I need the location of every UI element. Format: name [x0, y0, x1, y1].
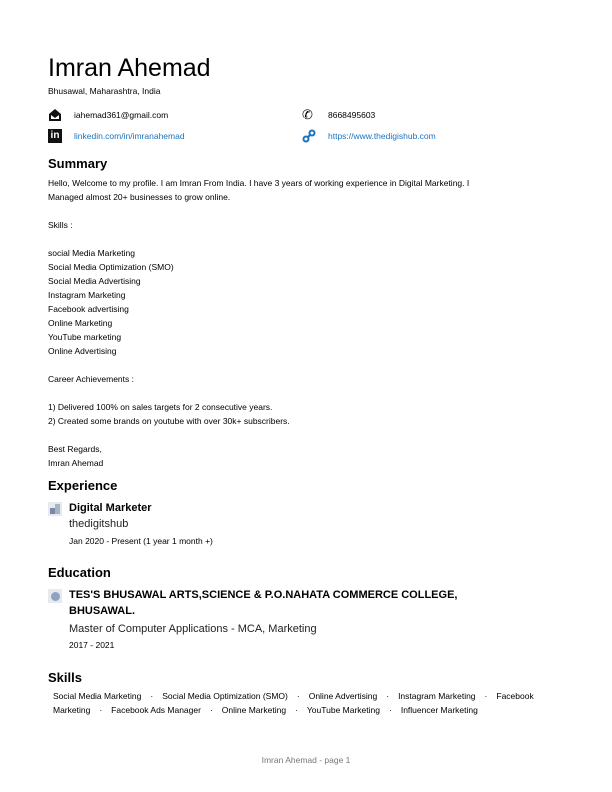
summary-line: Instagram Marketing [48, 290, 126, 300]
summary-line: YouTube marketing [48, 332, 122, 342]
school-name-line2: BHUSAWAL. [69, 605, 135, 617]
skill-item: Social Media Marketing [53, 691, 142, 701]
phone-contact [302, 108, 375, 122]
summary-heading: Summary [48, 156, 108, 171]
website-contact [302, 129, 436, 143]
skill-item: Influencer Marketing [400, 705, 478, 715]
skill-item: Online Marketing [221, 705, 287, 715]
skill-item: Instagram Marketing [398, 691, 476, 701]
skill-item: YouTube Marketing [306, 705, 380, 715]
summary-line: Online Advertising [48, 346, 117, 356]
candidate-name: Imran Ahemad [48, 54, 211, 82]
skill-item: Facebook Ads Manager [111, 705, 201, 715]
summary-line [48, 428, 568, 442]
summary-line: Managed almost 20+ businesses to grow online. [48, 192, 231, 202]
summary-line [48, 204, 568, 218]
email-text[interactable]: iahemad361@gmail.com [74, 110, 169, 120]
summary-line: 2) Created some brands on youtube with over 30k+ subscribers. [48, 416, 290, 426]
skill-separator: · [209, 705, 213, 715]
job-dates: Jan 2020 - Present (1 year 1 month +) [69, 536, 213, 546]
education-heading: Education [48, 565, 111, 580]
skills-heading: Skills [48, 670, 82, 685]
summary-line: Skills : [48, 220, 73, 230]
summary-line: 1) Delivered 100% on sales targets for 2 consecutive years. [48, 402, 273, 412]
skill-item: Social Media Optimization (SMO) [162, 691, 288, 701]
skills-list [53, 689, 558, 717]
school-logo-icon [48, 589, 62, 603]
summary-text [48, 176, 568, 470]
summary-line: Best Regards, [48, 444, 102, 454]
summary-line: Online Marketing [48, 318, 113, 328]
summary-line [48, 386, 568, 400]
summary-line: social Media Marketing [48, 248, 135, 258]
summary-line: Social Media Optimization (SMO) [48, 262, 174, 272]
education-dates: 2017 - 2021 [69, 640, 115, 650]
job-title: Digital Marketer [69, 502, 152, 514]
skill-separator: · [296, 691, 300, 701]
school-name-line1: TES'S BHUSAWAL ARTS,SCIENCE & P.O.NAHATA COMMERCE COLLEGE, [69, 589, 458, 601]
phone-icon: ✆ [302, 107, 313, 122]
skill-separator: · [150, 691, 154, 701]
summary-line [48, 358, 568, 372]
email-contact [48, 108, 168, 122]
envelope-icon [48, 108, 62, 122]
degree: Master of Computer Applications - MCA, Marketing [69, 623, 317, 635]
skill-separator: · [99, 705, 103, 715]
skill-item: Online Advertising [308, 691, 378, 701]
skill-separator: · [295, 705, 298, 715]
skill-separator: · [386, 691, 390, 701]
summary-line: Facebook advertising [48, 304, 129, 314]
phone-text[interactable]: 8668495603 [328, 110, 376, 120]
linkedin-icon: in [48, 129, 62, 143]
skill-item: Facebook Marketing [53, 691, 534, 715]
website-link[interactable]: https://www.thedigishub.com [328, 131, 436, 141]
summary-line [48, 232, 568, 246]
summary-line: Imran Ahemad [48, 458, 104, 468]
linkedin-link[interactable]: linkedin.com/in/imranahemad [74, 131, 185, 141]
summary-line: Career Achievements : [48, 374, 134, 384]
summary-line: Hello, Welcome to my profile. I am Imran From India. I have 3 years of working experience in Digital Marketing. I [48, 178, 470, 188]
summary-line: Social Media Advertising [48, 276, 141, 286]
linkedin-contact [48, 129, 185, 143]
skill-separator: · [484, 691, 488, 701]
location: Bhusawal, Maharashtra, India [48, 86, 161, 96]
company-name: thedigitshub [69, 518, 129, 530]
experience-heading: Experience [48, 478, 118, 493]
page-footer: Imran Ahemad - page 1 [261, 755, 351, 765]
link-icon [302, 129, 316, 143]
skill-separator: · [389, 705, 392, 715]
company-logo-icon [48, 502, 62, 516]
